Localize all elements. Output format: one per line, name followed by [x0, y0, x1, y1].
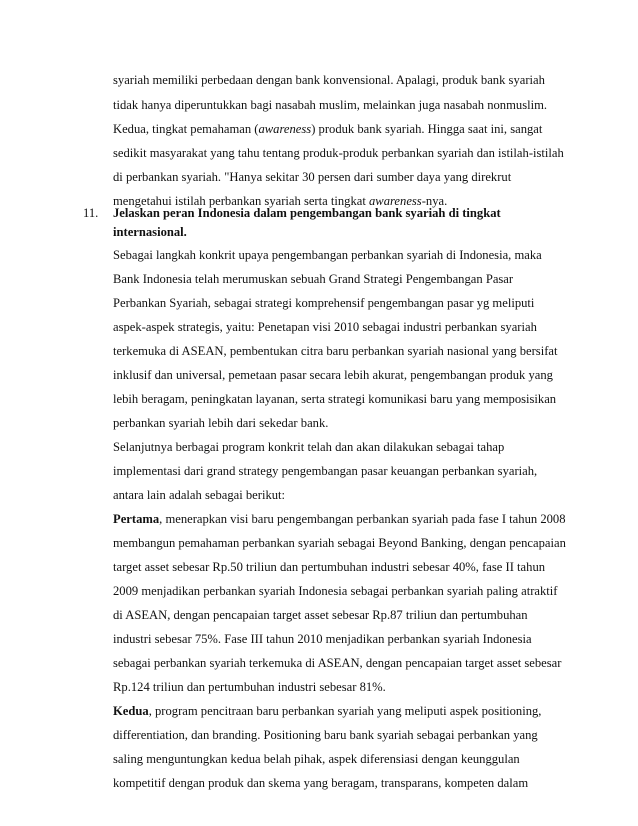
text-line: terkemuka di ASEAN, pembentukan citra baru perbankan syariah nasional yang bersifat — [113, 344, 558, 358]
text-line: membangun pemahaman perbankan syariah sebagai Beyond Banking, dengan pencapaian — [113, 536, 566, 550]
question-heading: Jelaskan peran Indonesia dalam pengembangan bank syariah di tingkat — [113, 206, 501, 220]
text-line: inklusif dan universal, pemetaan pasar secara lebih akurat, pengembangan produk yang — [113, 368, 553, 382]
question-heading-continued: internasional. — [113, 225, 187, 239]
text-line: aspek-aspek strategis, yaitu: Penetapan visi 2010 sebagai industri perbankan syariah — [113, 320, 537, 334]
text-line: Perbankan Syariah, sebagai strategi komprehensif pengembangan pasar yg meliputi — [113, 296, 535, 310]
text-line: Kedua, tingkat pemahaman (awareness) produk bank syariah. Hingga saat ini, sangat — [113, 122, 543, 136]
text-line: tidak hanya diperuntukkan bagi nasabah muslim, melainkan juga nasabah nonmuslim. — [113, 98, 548, 112]
text-line: Bank Indonesia telah merumuskan sebuah Grand Strategi Pengembangan Pasar — [113, 272, 514, 286]
text-line: antara lain adalah sebagai berikut: — [113, 488, 286, 502]
text-line: implementasi dari grand strategy pengembangan pasar keuangan perbankan syariah, — [113, 464, 538, 478]
text-line: kompetitif dengan produk dan skema yang beragam, transparans, kompeten dalam — [113, 776, 529, 790]
text-line: Rp.124 triliun dan pertumbuhan industri sebesar 81%. — [113, 680, 386, 694]
text-line: lebih beragam, peningkatan layanan, serta strategi komunikasi baru yang memposisikan — [113, 392, 557, 406]
text-line: syariah memiliki perbedaan dengan bank konvensional. Apalagi, produk bank syariah — [113, 73, 545, 87]
text-line: target asset sebesar Rp.50 triliun dan pertumbuhan industri sebesar 40%, fase II tahun — [113, 560, 546, 574]
text-line: perbankan syariah lebih dari sekedar bank. — [113, 416, 329, 430]
text-line: di ASEAN, dengan pencapaian target asset sebesar Rp.87 triliun dan pertumbuhan — [113, 608, 528, 622]
text-line: industri sebesar 75%. Fase III tahun 2010 menjadikan perbankan syariah Indonesia — [113, 632, 532, 646]
text-line: saling menguntungkan kedua belah pihak, aspek diferensiasi dengan keunggulan — [113, 752, 520, 766]
text-line: mengetahui istilah perbankan syariah serta tingkat awareness-nya. — [113, 194, 448, 208]
text-line: Sebagai langkah konkrit upaya pengembangan perbankan syariah di Indonesia, maka — [113, 248, 542, 262]
text-line: sebagai perbankan syariah terkemuka di ASEAN, dengan pencapaian target asset sebesar — [113, 656, 562, 670]
list-item-number: 11. — [83, 206, 99, 220]
text-line: Kedua, program pencitraan baru perbankan syariah yang meliputi aspek positioning, — [113, 704, 542, 718]
text-line: differentiation, dan branding. Positioning baru bank syariah sebagai perbankan yang — [113, 728, 538, 742]
text-line: Pertama, menerapkan visi baru pengembangan perbankan syariah pada fase I tahun 2008 — [113, 512, 566, 526]
text-line: di perbankan syariah. "Hanya sekitar 30 persen dari sumber daya yang direkrut — [113, 170, 512, 184]
text-line: sedikit masyarakat yang tahu tentang produk-produk perbankan syariah dan istilah-istilah — [113, 146, 564, 160]
text-line: 2009 menjadikan perbankan syariah Indonesia sebagai perbankan syariah paling atraktif — [113, 584, 558, 598]
text-line: Selanjutnya berbagai program konkrit telah dan akan dilakukan sebagai tahap — [113, 440, 505, 454]
